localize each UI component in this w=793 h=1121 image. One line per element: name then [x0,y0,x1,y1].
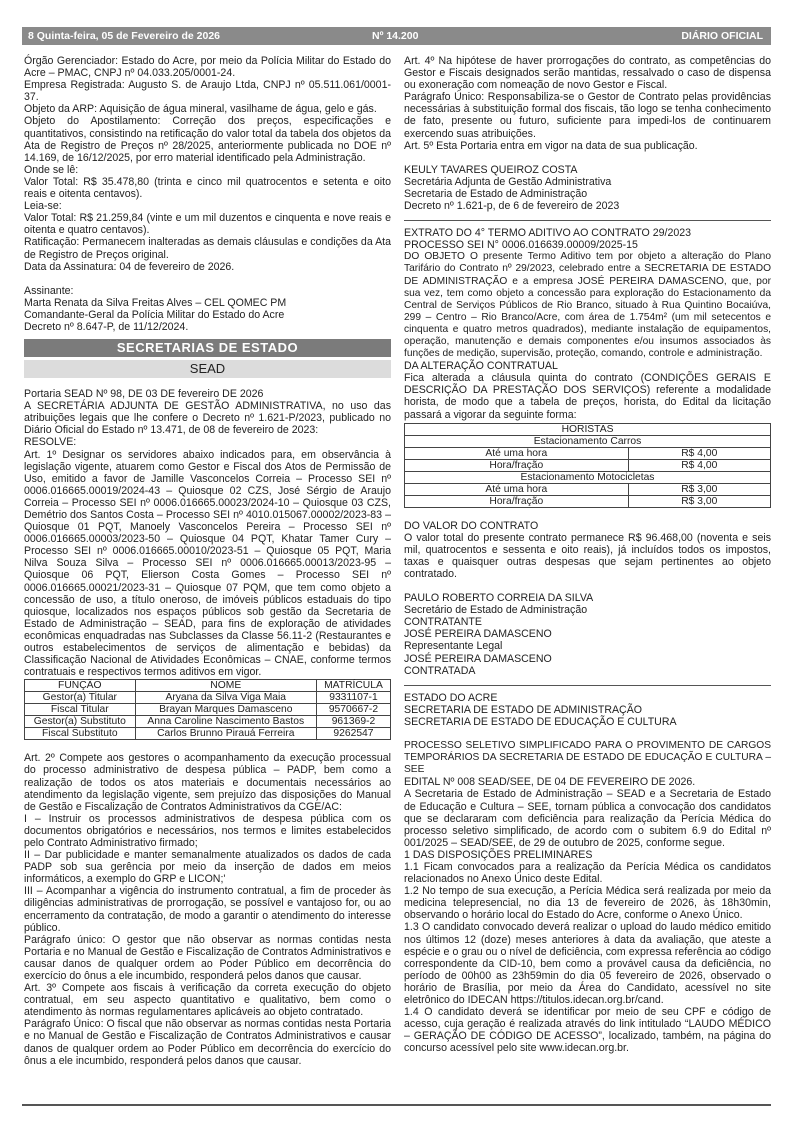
portaria-block [24,388,391,678]
designation-table [24,679,391,740]
paragraph: 1.4 O candidato deverá se identificar por meio de seu CPF e código de acesso, cuja geração é realizada através do link intitulado “LAUDO MÉDICO – GERAÇÃO DE CÓDIGO DE ACESSO”, localizado, também, na página do concurso acessível pelo site www.idecan.org.br. [404,1006,771,1055]
table-cell: Aryana da Silva Viga Maia [135,692,316,704]
paragraph: III – Acompanhar a vigência do instrumento contratual, a fim de proceder às diligências administrativas de prorrogação, se possível e vantajoso for, ou ao encerramento da contratação, de modo a garantir o atendimento do interesse público. [24,885,391,934]
apostilamento-block [24,55,391,273]
section-title: SECRETARIAS DE ESTADO [24,339,391,357]
paragraph: A Secretaria de Estado de Administração – SEAD e a Secretaria de Estado de Educação e Cultura – SEE, tornam pública a convocação dos candidatos que se declararam com deficiência para realização da Perícia Médica do processo seletivo simplificado, de acordo com o subitem 6.9 do Edital nº 001/2025 – SEAD/SEE, de 29 de outubro de 2025, conforme segue. [404,788,771,849]
table-row [405,459,771,471]
left-column [24,55,391,1067]
paragraph: Valor Total: R$ 21.259,84 (vinte e um mil duzentos e cinquenta e nove reais e oitenta e quatro centavos). [24,212,391,237]
signature-block [24,285,391,333]
paragraph: PROCESSO SEI N° 0006.016639.00009/2025-15 [404,239,638,252]
paragraph: II – Dar publicidade e manter semanalmente atualizados os dados de cada PADP sob sua gerência por meio da inserção de dados em meios informáticos, a exemplo do GRP e LICON;' [24,849,391,886]
signature-line: KEULY TAVARES QUEIROZ COSTA [404,163,578,176]
signature-line: Comandante-Geral da Polícia Militar do Estado do Acre [24,308,285,321]
contract-signatures [404,592,771,677]
paragraph: 1 DAS DISPOSIÇÕES PRELIMINARES [404,848,593,861]
paragraph: EXTRATO DO 4° TERMO ADITIVO AO CONTRATO 29/2023 [404,227,692,240]
signature-block [404,164,771,212]
table-header-row [25,680,391,692]
signature-line: Marta Renata da Silva Freitas Alves – CEL QOMEC PM [24,296,287,309]
signature-line: Secretário de Estado de Administração [404,604,588,617]
paragraph: 1.2 No tempo de sua execução, a Perícia Médica será realizada por meio da medicina telepresencial, no dia 13 de fevereiro de 2026, às 18h30min, observando o horário local do Estado do Acre, conforme o Anexo Único. [404,885,771,922]
paragraph: I – Instruir os processos administrativos de despesa pública com os documentos obrigatórios e necessários, nos termos e limites estabelecidos pelo Contrato Administrativo firmado; [24,812,391,849]
table-cell: Fiscal Titular [25,704,136,716]
table-row [25,716,391,728]
paragraph: Parágrafo Único: O fiscal que não observar as normas contidas nesta Portaria e no Manual de Gestão e Fiscalização de Contratos Administrativos e causar danos de qualquer ordem ao Poder Público em decorrência do exercício do ônus a ele incumbido, responderá pelos danos que causar. [24,1018,391,1067]
table-row [25,704,391,716]
paragraph: DO OBJETO O presente Termo Aditivo tem por objeto a alteração do Plano Tarifário do Contrato nº 29/2023, celebrado entre a SECRETARIA DE ESTADO DE ADMINISTRAÇÃO e a empresa JOSÉ PEREIRA DAMASCENO, que, por sua vez, tem como objeto a concessão para exploração do Estacionamento da Central de Serviços Públicos de Rio Branco, situado à Rua Quintino Bocaiúva, 299 – Centro – Rio Branco/Acre, com área de 1.754m² (um mil setecentos e cinquenta e quatro metros quadrados), mediante instalação de equipamentos, operação, manutenção e demais componentes e/ou insumos associados às funções de medição, supervisão, proteção, comando, controle e administração. [404,251,771,360]
page-header [22,27,771,45]
paragraph: Art. 4º Na hipótese de haver prorrogações do contrato, as competências do Gestor e Fiscais designados serão mantidas, ressalvado o caso de dispensa ou exoneração com nomeação de novo Gestor e Fiscal. [404,55,771,92]
table-subtitle-row [405,435,771,447]
column-header: MATRÍCULA [316,680,390,692]
table-cell: Anna Caroline Nascimento Bastos [135,716,316,728]
articles-block [24,752,391,1066]
table-title: HORISTAS [405,423,771,435]
section-subtitle: SEAD [24,360,391,378]
table-cell: 9570667-2 [316,704,390,716]
paragraph: Objeto do Apostilamento: Correção dos preços, especificações e quantitativos, consistindo na retificação do valor total da tabela dos objetos da Ata de Registro de Preços nº 28/2025, anteriormente publicada no DOE nº 14.169, de 16/12/2025, por erro material identificado pela Administração. [24,115,391,164]
paragraph: Fica alterada a cláusula quinta do contrato (CONDIÇÕES GERAIS E DESCRIÇÃO DA PRESTAÇÃO DOS SERVIÇOS) referente a modalidade horista, de modo que a tabela de preços, horista, do Edital da licitação passará a vigorar da seguinte forma: [404,372,771,421]
extrato-block [404,227,771,421]
signature-line: Assinante: [24,284,74,297]
paragraph: Objeto da ARP: Aquisição de água mineral, vasilhame de água, gelo e gás. [24,103,377,116]
processo-seletivo-block [404,740,771,1054]
table-cell: R$ 3,00 [628,495,770,507]
heading-line: SECRETARIA DE ESTADO DE EDUCAÇÃO E CULTURA [404,715,677,728]
footer-rule [22,1104,771,1106]
signature-line: Secretaria de Estado de Administração [404,187,588,200]
articles-continued [404,55,771,152]
table-subtitle: Estacionamento Carros [405,435,771,447]
header-issue-number: Nº 14.200 [372,30,419,42]
header-title: DIÁRIO OFICIAL [681,30,763,42]
paragraph: Empresa Registrada: Augusto S. de Araujo Ltda, CNPJ nº 05.511.061/0001-37. [24,79,391,104]
paragraph: Art. 2º Compete aos gestores o acompanhamento da execução processual do processo administrativo de despesa pública – PADP, bem como a realização de todos os atos materiais e documentais necessários ao atendimento da legislação vigente, sem prejuízo das disposições do Manual de Gestão e Fiscalização de Contratos Administrativos da CGE/AC: [24,752,391,813]
table-row [25,692,391,704]
paragraph: DO VALOR DO CONTRATO [404,519,539,532]
table-cell: 9331107-1 [316,692,390,704]
horistas-table [404,423,771,508]
paragraph: Ratificação: Permanecem inalteradas as demais cláusulas e condições da Ata de Registro de Preços original. [24,236,391,261]
paragraph: Art. 5º Esta Portaria entra em vigor na data de sua publicação. [404,139,698,152]
table-row [405,447,771,459]
paragraph: Art. 3º Compete aos fiscais à verificação da correta execução do objeto contratual, em seu aspecto quantitativo e qualitativo, bem como o atendimento às normas regulamentares aplicáveis ao objeto contratado. [24,982,391,1019]
table-cell: Até uma hora [405,447,629,459]
signature-line: JOSÉ PEREIRA DAMASCENO [404,628,552,641]
divider [404,220,771,221]
table-cell: Gestor(a) Substituto [25,716,136,728]
paragraph: Portaria SEAD Nº 98, DE 03 DE fevereiro DE 2026 [24,388,264,401]
paragraph: 1.1 Ficam convocados para a realização da Perícia Médica os candidatos relacionados no Anexo Único deste Edital. [404,860,771,886]
table-cell: 9262547 [316,728,390,740]
paragraph: DA ALTERAÇÃO CONTRATUAL [404,360,558,373]
paragraph: EDITAL Nº 008 SEAD/SEE, DE 04 DE FEVEREIRO DE 2026. [404,776,696,789]
table-cell: Hora/fração [405,459,629,471]
table-subtitle-row [405,471,771,483]
table-cell: Brayan Marques Damasceno [135,704,316,716]
signature-line: PAULO ROBERTO CORREIA DA SILVA [404,592,594,605]
paragraph: Parágrafo único: O gestor que não observar as normas contidas nesta Portaria e no Manual de Gestão e Fiscalização de Contratos Administrativos e causar danos de qualquer ordem ao Poder Público em decorrência do exercício do ônus a ele incumbido, responderá pelos danos que causar. [24,933,391,982]
table-cell: R$ 4,00 [628,447,770,459]
paragraph: PROCESSO SELETIVO SIMPLIFICADO PARA O PROVIMENTO DE CARGOS TEMPORÁRIOS DA SECRETARIA DE ESTADO DE EDUCAÇÃO E CULTURA – SEE [404,740,771,776]
paragraph: Onde se lê: [24,163,79,176]
table-cell: R$ 4,00 [628,459,770,471]
header-page-date: 8 Quinta-feira, 05 de Fevereiro de 2026 [28,30,221,42]
right-column [404,55,771,1054]
paragraph: Art. 1º Designar os servidores abaixo indicados para, em observância à legislação vigente, atuarem como Gestor e Fiscal dos Atos de Permissão de Uso, emitido a favor de Jamille Vasconcelos Correia – Processo SEI nº 0006.016665.00019/2024-43 – Quiosque 02 CZS, José Sérgio de Araujo Correia – Processo SEI nº 0006.016665.00023/2024-10 – Quiosque 03 CZS, Demétrio dos Santos Costa – Processo SEI nº 4010.015067.00002/2023-83 – Quiosque 01 PQT, Manoely Vasconcelos Pereira – Processo SEI nº 0006.016665.00003/2023-50 – Quiosque 04 PQT, Khatar Tamer Cury – Processo SEI nº 0006.016665.00010/2023-51 – Quiosque 05 PQT, Maria Nilva Souza Silva – Processo SEI nº 0006.016665.00013/2023-95 – Quiosque 06 PQT, Elierson Costa Gomes – Processo SEI nº 0006.016665.00021/2023-31 – Quiosque 07 PQM, que tem como objeto a concessão de uso, a título oneroso, de imóveis públicos estaduais do tipo quiosque, localizados nos espaços públicos sob gestão da Secretaria de Estado de Administração – SEAD, para fins de exploração de atividades econômicas enquadradas nas Subclasses da Classe 56.11-2 (Restaurantes e outros estabelecimentos de serviços de alimentação e bebidas) da Classificação Nacional de Atividades Econômicas – CNAE, conforme termos contratuais e respectivos termos aditivos em vigor. [24,448,391,679]
table-title-row [405,423,771,435]
table-cell: Até uma hora [405,483,629,495]
paragraph: 1.3 O candidato convocado deverá realizar o upload do laudo médico emitido nos últimos 12 (doze) meses anteriores à data da avaliação, que ateste a espécie e o grau ou o nível de deficiência, com expressa referência ao código correspondente da CID-10, bem como a provável causa da deficiência, no período de 00h00 as 23h59min do dia 05 fevereiro de 2026, observado o horário de Brasília, por meio da Área do Candidato, acessível no site eletrônico do IDECAN https://titulos.idecan.org.br/cand. [404,921,771,1006]
table-row [405,495,771,507]
paragraph: Leia-se: [24,200,62,213]
table-cell: Carlos Brunno Pirauá Ferreira [135,728,316,740]
heading-line: SECRETARIA DE ESTADO DE ADMINISTRAÇÃO [404,703,643,716]
paragraph: Órgão Gerenciador: Estado do Acre, por meio da Polícia Militar do Estado do Acre – PMAC, CNPJ nº 04.033.205/0001-24. [24,55,391,80]
column-header: NOME [135,680,316,692]
signature-line: Decreto nº 8.647-P, de 11/12/2024. [24,320,189,333]
paragraph: Parágrafo Único: Responsabiliza-se o Gestor de Contrato pelas providências necessárias à substituição formal dos fiscais, tão logo se tenha conhecimento de fato, presente ou futuro, suficiente para impedi-los de continuarem exercendo suas atribuições. [404,91,771,140]
table-cell: R$ 3,00 [628,483,770,495]
table-subtitle: Estacionamento Motocicletas [405,471,771,483]
paragraph: A SECRETÁRIA ADJUNTA DE GESTÃO ADMINISTRATIVA, no uso das atribuições legais que lhe confere o Decreto nº 1.621-P/2023, publicado no Diário Oficial do Estado nº 13.471, de 08 de fevereiro de 2023: [24,400,391,437]
estado-block [404,692,771,728]
table-row [405,483,771,495]
paragraph: Valor Total: R$ 35.478,80 (trinta e cinco mil quatrocentos e setenta e oito reais e oitenta centavos). [24,175,391,201]
column-header: FUNÇÃO [25,680,136,692]
divider [404,685,771,686]
table-cell: Hora/fração [405,495,629,507]
signature-line: CONTRATANTE [404,616,482,629]
paragraph: RESOLVE: [24,436,77,449]
table-row [25,728,391,740]
signature-line: CONTRATADA [404,664,476,677]
signature-line: Representante Legal [404,640,503,653]
paragraph: O valor total do presente contrato permanece R$ 96.468,00 (noventa e seis mil, quatrocentos e sessenta e oito reais), já incluídos todos os impostos, taxas e quaisquer outras despesas que sejam pertinentes ao objeto contratado. [404,531,771,580]
table-cell: Fiscal Substituto [25,728,136,740]
signature-line: Decreto nº 1.621-p, de 6 de fevereiro de 2023 [404,200,620,213]
table-cell: 961369-2 [316,716,390,728]
table-cell: Gestor(a) Titular [25,692,136,704]
paragraph: Data da Assinatura: 04 de fevereiro de 2026. [24,260,235,273]
signature-line: JOSÉ PEREIRA DAMASCENO [404,652,552,665]
valor-block [404,520,771,580]
signature-line: Secretária Adjunta de Gestão Administrativa [404,175,612,188]
heading-line: ESTADO DO ACRE [404,691,498,704]
